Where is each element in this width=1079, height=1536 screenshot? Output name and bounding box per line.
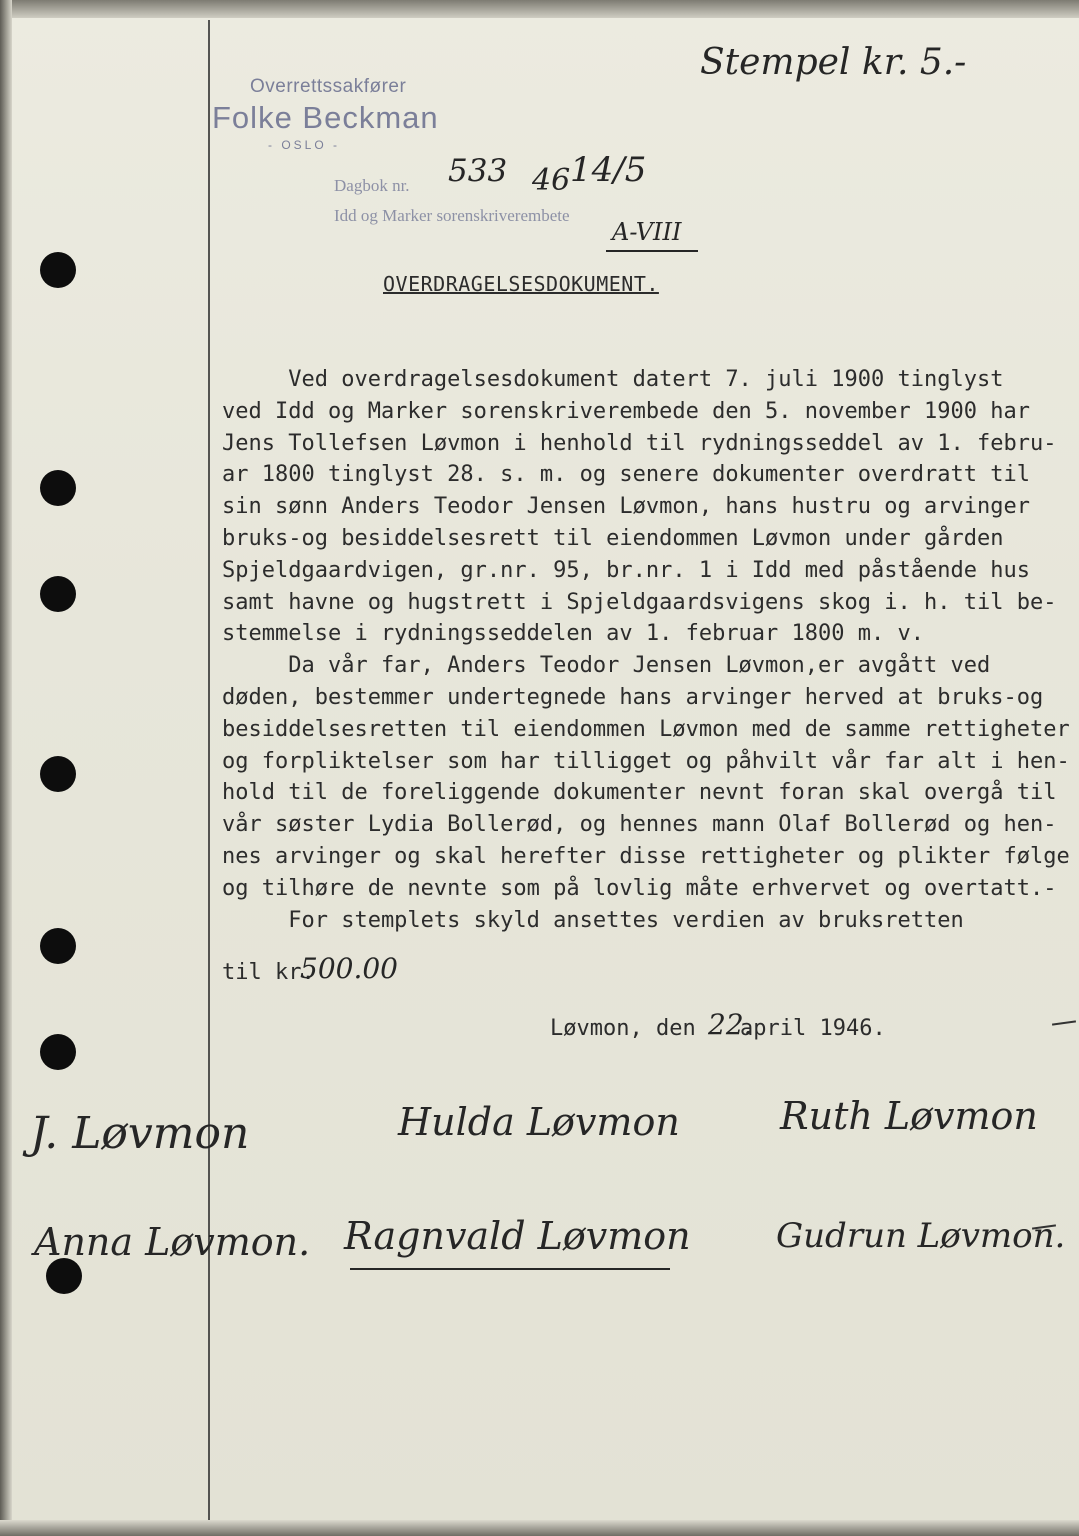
body-line: For stemplets skyld ansettes verdien av bruksretten: [222, 907, 964, 933]
body-line: og tilhøre de nevnte som på lovlig måte erhvervet og overtatt.-: [222, 875, 1057, 901]
dagbok-year: 46: [532, 163, 571, 198]
signature-hulda-lovmon: Hulda Løvmon: [398, 1100, 680, 1144]
place-label: Løvmon, den: [550, 1016, 696, 1041]
punch-hole-icon: [40, 928, 76, 964]
dagbok-label: Dagbok nr.: [334, 176, 410, 195]
date-day: 22.: [708, 1008, 753, 1041]
body-line: ar 1800 tinglyst 28. s. m. og senere dokumenter overdratt til: [222, 462, 1030, 488]
body-line: hold til de foreliggende dokumenter nevnt foran skal overgå til: [222, 780, 1057, 806]
punch-hole-icon: [40, 1034, 76, 1070]
signature-j-lovmon: J. Løvmon: [30, 1108, 250, 1159]
dagbok-number: 533: [448, 153, 508, 189]
body-line: Da vår far, Anders Teodor Jensen Løvmon,er avgått ved: [222, 653, 991, 679]
signature-ragnvald-lovmon: Ragnvald Løvmon: [344, 1214, 691, 1258]
stempel-note: Stempel kr. 5.-: [700, 42, 967, 83]
letterhead-title: Overrettssakfører: [250, 76, 407, 97]
body-line: sin sønn Anders Teodor Jensen Løvmon, hans hustru og arvinger: [222, 494, 1030, 520]
signature-ruth-lovmon: Ruth Løvmon: [780, 1094, 1038, 1138]
scan-edge-bottom: [0, 1520, 1079, 1536]
signature-anna-lovmon: Anna Løvmon.: [34, 1220, 311, 1264]
punch-hole-icon: [40, 756, 76, 792]
punch-hole-icon: [40, 576, 76, 612]
body-line: stemmelse i rydningsseddelen av 1. februar 1800 m. v.: [222, 621, 924, 647]
body-line: ved Idd og Marker sorenskriverembede den 5. november 1900 har: [222, 398, 1030, 424]
office-stamp: Idd og Marker sorenskriverembete: [334, 206, 570, 225]
body-line: Ved overdragelsesdokument datert 7. juli 1900 tinglyst: [222, 367, 1004, 392]
archive-mark: A-VIII: [612, 218, 682, 246]
punch-hole-icon: [40, 470, 76, 506]
punch-hole-icon: [40, 252, 76, 288]
body-line: nes arvinger og skal herefter disse rettigheter og plikter følge: [222, 843, 1070, 869]
signature-gudrun-lovmon: Gudrun Løvmon.: [776, 1216, 1066, 1256]
date-month-year: april 1946.: [740, 1016, 886, 1041]
signature-underline: [350, 1268, 670, 1270]
body-line: samt havne og hugstrett i Spjeldgaardsvigens skog i. h. til be-: [222, 589, 1057, 615]
document-body: [222, 364, 1070, 936]
body-line: bruks-og besiddelsesrett til eiendommen Løvmon under gården: [222, 525, 1004, 551]
amount-prefix: til kr.: [222, 960, 315, 985]
margin-tick: [1052, 1020, 1076, 1025]
amount-value: 500.00: [300, 952, 398, 985]
letterhead-name: Folke Beckman: [212, 100, 439, 135]
body-line: og forpliktelser som har tilligget og påhvilt vår far alt i hen-: [222, 748, 1070, 774]
letterhead-city: - OSLO -: [268, 138, 341, 152]
body-line: døden, bestemmer undertegnede hans arvinger herved at bruks-og: [222, 684, 1044, 710]
archive-mark-underline: [606, 250, 698, 252]
margin-line: [208, 20, 210, 1520]
scan-edge-left: [0, 0, 12, 1536]
body-line: Jens Tollefsen Løvmon i henhold til rydningsseddel av 1. febru-: [222, 430, 1057, 456]
document-title: OVERDRAGELSESDOKUMENT.: [383, 272, 659, 296]
body-line: besiddelsesretten til eiendommen Løvmon med de samme rettigheter: [222, 716, 1070, 742]
body-line: vår søster Lydia Bollerød, og hennes mann Olaf Bollerød og hen-: [222, 812, 1057, 838]
body-line: Spjeldgaardvigen, gr.nr. 95, br.nr. 1 i Idd med påstående hus: [222, 557, 1030, 583]
scan-edge-top: [0, 0, 1079, 18]
dagbok-date: 14/5: [570, 150, 647, 190]
